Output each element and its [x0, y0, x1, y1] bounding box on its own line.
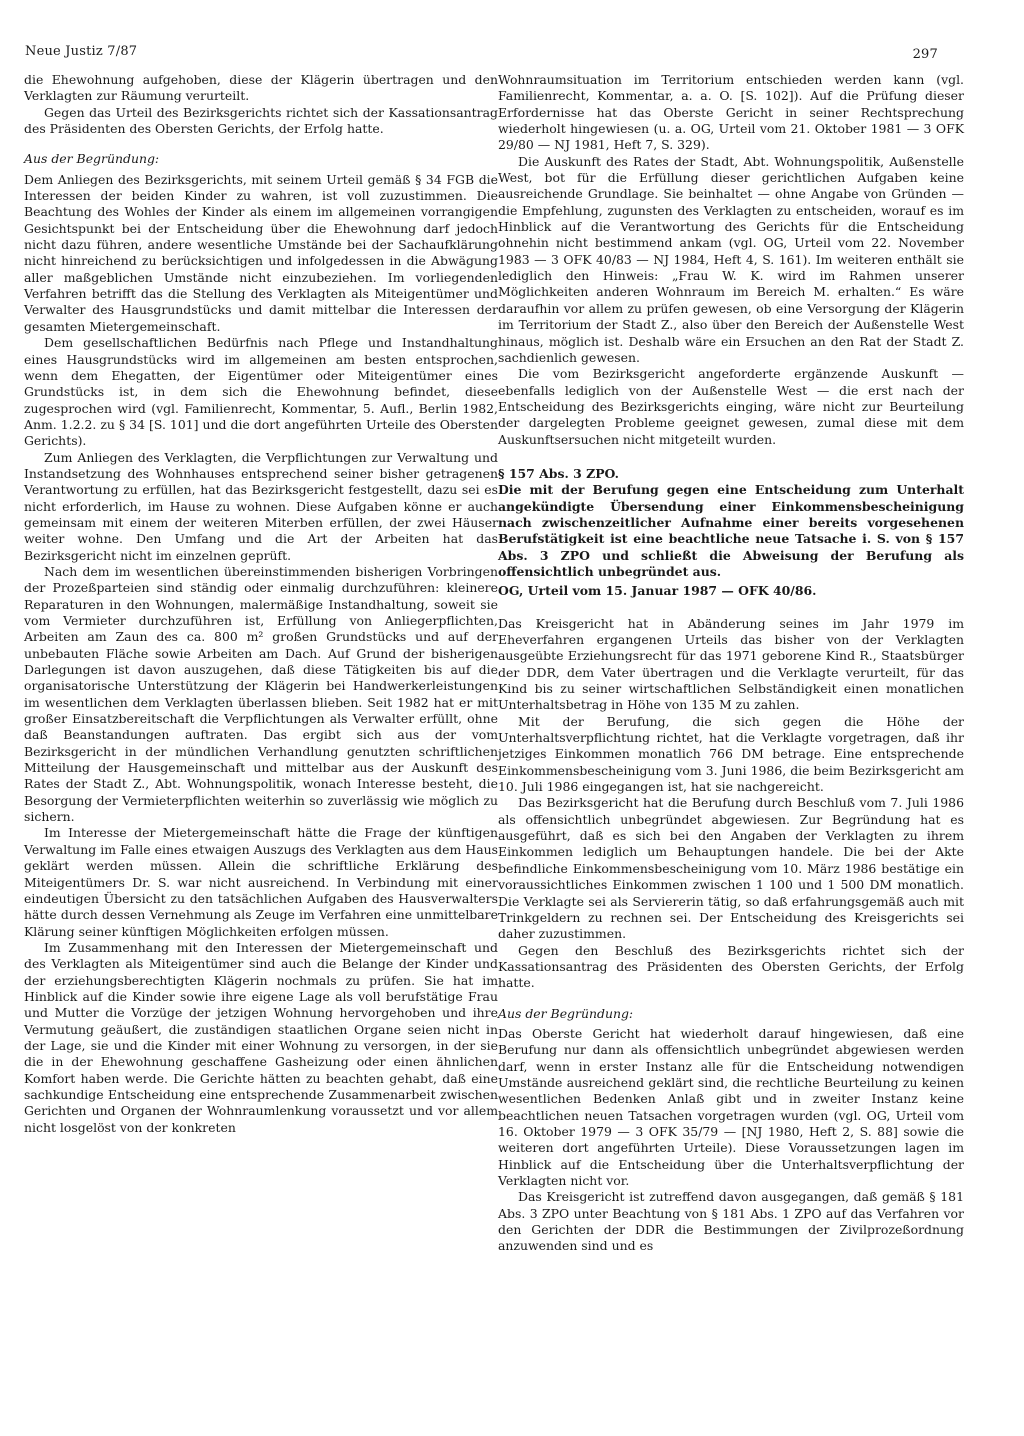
paragraph: Gegen den Beschluß des Bezirksgerichts richtet sich der Kassationsantrag des Präsidenten des Obersten Gerichts, der Erfolg hatte.	[498, 942, 964, 991]
journal-title: Neue Justiz 7/87	[25, 44, 138, 59]
left-column	[24, 72, 498, 1136]
paragraph: Im Interesse der Mietergemeinschaft hätte die Frage der künftigen Verwaltung im Falle eines etwaigen Auszugs des Verklagten aus dem Haus geklärt werden müssen. Allein die schriftliche Erklärung des Miteigentümers Dr. S. war nicht ausreichend. In Verbindung mit einer eindeutigen Übersicht zu den tatsächlichen Aufgaben des Hausverwalters hätte durch dessen Vernehmung als Zeuge im Verfahren eine unmittelbare Klärung seiner künftigen Möglichkeiten erfolgen müssen.	[24, 825, 498, 939]
paragraph: Mit der Berufung, die sich gegen die Höhe der Unterhaltsverpflichtung richtet, hat die Verklagte vorgetragen, daß ihr jetziges Einkommen monatlich 766 DM betrage. Eine entsprechende Einkommensbescheinigung vom 3. Juni 1986, die beim Bezirksgericht am 10. Juli 1986 eingegangen ist, hat sie nachgereicht.	[498, 713, 964, 795]
paragraph: Im Zusammenhang mit den Interessen der Mietergemeinschaft und des Verklagten als Miteigentümer sind auch die Belange der Kinder und der erziehungsberechtigten Klägerin nochmals zu prüfen. Sie hat im Hinblick auf die Kinder sowie ihre eigene Lage als voll berufstätige Frau und Mutter die Vorzüge der jetzigen Wohnung hervorgehoben und ihre Vermutung geäußert, die zuständigen staatlichen Organe seien nicht in der Lage, sie und die Kinder mit einer Wohnung zu versorgen, in der sie die in der Ehewohnung geschaffene Gasheizung oder einen ähnlichen Komfort haben werde. Die Gerichte hätten zu beachten gehabt, daß eine sachkundige Entscheidung eine entsprechende Zusammenarbeit zwischen Gerichten und Organen der Wohnraumlenkung voraussetzt und vor allem nicht losgelöst von der konkreten	[24, 939, 498, 1135]
paragraph: Die vom Bezirksgericht angeforderte ergänzende Auskunft — ebenfalls lediglich von der Außenstelle West — die erst nach der Entscheidung des Bezirksgerichts einging, wäre nicht zur Beurteilung der dargelegten Probleme geeignet gewesen, zumal diese mit dem Auskunftsersuchen nicht mitgeteilt wurden.	[498, 366, 964, 447]
paragraph: Das Kreisgericht hat in Abänderung seines im Jahr 1979 im Eheverfahren ergangenen Urteils das bisher von der Verklagten ausgeübte Erziehungsrecht für das 1971 geborene Kind R., Staatsbürger der DDR, dem Vater übertragen und die Verklagte verurteilt, für das Kind bis zu seiner wirtschaftlichen Selbständigkeit einen monatlichen Unterhaltsbetrag in Höhe von 135 M zu zahlen.	[498, 615, 964, 713]
headnote: Die mit der Berufung gegen eine Entscheidung zum Unterhalt angekündigte Übersendung einer Einkommensbescheinigung nach zwischenzeitlicher Aufnahme einer bereits vorgesehenen Berufstätigkeit ist eine beachtliche neue Tatsache i. S. von § 157 Abs. 3 ZPO und schließt die Abweisung der Berufung als offensichtlich unbegründet aus.	[498, 482, 964, 579]
paragraph: Die Auskunft des Rates der Stadt, Abt. Wohnungspolitik, Außenstelle West, bot für die Erfüllung dieser gerichtlichen Aufgaben keine ausreichende Grundlage. Sie beinhaltet — ohne Angabe von Gründen — die Empfehlung, zugunsten des Verklagten zu entscheiden, worauf es im Hinblick auf die Verantwortung des Gerichts für die Entscheidung ohnehin nicht bestimmend ankam (vgl. OG, Urteil vom 22. November 1983 — 3 OFK 40/83 — NJ 1984, Heft 4, S. 161). Im weiteren enthält sie lediglich den Hinweis: „Frau W. K. wird im Rahmen unserer Möglichkeiten anderen Wohnraum im Bereich M. erhalten.“ Es wäre daraufhin vor allem zu prüfen gewesen, ob eine Versorgung der Klägerin im Territorium der Stadt Z., also über den Bereich der Außenstelle West hinaus, möglich ist. Deshalb wäre ein Ersuchen an den Rat der Stadt Z. sachdienlich gewesen.	[498, 153, 964, 365]
right-column	[498, 72, 964, 1255]
spacer	[498, 448, 964, 458]
paragraph: Dem Anliegen des Bezirksgerichts, mit seinem Urteil gemäß § 34 FGB die Interessen der beiden Kinder zu wahren, ist voll zuzustimmen. Die Beachtung des Wohles der Kinder als einem im allgemeinen vorrangigen Gesichtspunkt bei der Entscheidung über die Ehewohnung darf jedoch nicht dazu führen, andere wesentliche Umstände bei der Sachaufklärung nicht hinreichend zu berücksichtigen und infolgedessen in die Abwägung aller maßgeblichen Umstände nicht einzubeziehen. Im vorliegenden Verfahren betrifft das die Stellung des Verklagten als Miteigentümer und Verwalter des Hausgrundstücks und damit mittelbar die Interessen der gesamten Mietergemeinschaft.	[24, 171, 498, 334]
paragraph: Gegen das Urteil des Bezirksgerichts richtet sich der Kassationsantrag des Präsidenten des Obersten Gerichts, der Erfolg hatte.	[24, 104, 498, 137]
paragraph: Zum Anliegen des Verklagten, die Verpflichtungen zur Verwaltung und Instandsetzung des Wohnhauses entsprechend seiner bisher getragenen Verantwortung zu erfüllen, hat das Bezirksgericht festgestellt, dazu sei es nicht erforderlich, im Hause zu wohnen. Diese Aufgaben könne er auch gemeinsam mit einem der weiteren Miterben erfüllen, der zwei Häuser weiter wohne. Den Umfang und die Art der Arbeiten hat das Bezirksgericht nicht im einzelnen geprüft.	[24, 449, 498, 563]
paragraph: Das Oberste Gericht hat wiederholt darauf hingewiesen, daß eine Berufung nur dann als offensichtlich unbegründet abgewiesen werden darf, wenn in erster Instanz alle für die Entscheidung notwendigen Umstände ausreichend geklärt sind, die rechtliche Beurteilung zu keinen wesentlichen Bedenken Anlaß gibt und in zweiter Instanz keine beachtlichen neuen Tatsachen vorgetragen wurden (vgl. OG, Urteil vom 16. Oktober 1979 — 3 OFK 35/79 — [NJ 1980, Heft 2, S. 88] sowie die weiteren dort angeführten Urteile). Diese Voraussetzungen lagen im Hinblick auf die Entscheidung über die Unterhaltsverpflichtung der Verklagten nicht vor.	[498, 1025, 964, 1188]
paragraph: Dem gesellschaftlichen Bedürfnis nach Pflege und Instandhaltung eines Hausgrundstücks wird im allgemeinen am besten entsprochen, wenn dem Ehegatten, der Eigentümer oder Miteigentümer eines Grundstücks ist, in dem sich die Ehewohnung befindet, diese zugesprochen wird (vgl. Familienrecht, Kommentar, 5. Aufl., Berlin 1982, Anm. 1.2.2. zu § 34 [S. 101] und die dort angeführten Urteile des Obersten Gerichts).	[24, 335, 498, 449]
section-heading: Aus der Begründung:	[498, 1005, 634, 1021]
law-reference: § 157 Abs. 3 ZPO.	[498, 465, 619, 481]
page-header	[25, 44, 938, 64]
paragraph: Wohnraumsituation im Territorium entschieden werden kann (vgl. Familienrecht, Kommentar, a. a. O. [S. 102]). Auf die Prüfung dieser Erfordernisse hat das Oberste Gericht in seiner Rechtsprechung wiederholt hingewiesen (u. a. OG, Urteil vom 21. Oktober 1981 — 3 OFK 29/80 — NJ 1981, Heft 7, S. 329).	[498, 72, 964, 153]
page-number: 297	[912, 47, 938, 62]
paragraph: Das Bezirksgericht hat die Berufung durch Beschluß vom 7. Juli 1986 als offensichtlich unbegründet abgewiesen. Zur Begründung hat es ausgeführt, daß es sich bei den Angaben der Verklagten zu ihrem Einkommen lediglich um Behauptungen handele. Die bei der Akte befindliche Einkommensbescheinigung vom 10. März 1986 bestätige ein voraussichtliches Einkommen zwischen 1 100 und 1 500 DM monatlich. Die Verklagte sei als Serviererin tätig, so daß erfahrungsgemäß auch mit Trinkgeldern zu rechnen sei. Der Entscheidung des Kreisgerichts sei daher zuzustimmen.	[498, 795, 964, 942]
section-heading: Aus der Begründung:	[24, 151, 160, 167]
paragraph: Das Kreisgericht ist zutreffend davon ausgegangen, daß gemäß § 181 Abs. 3 ZPO unter Beachtung von § 181 Abs. 1 ZPO auf das Verfahren vor den Gerichten der DDR die Bestimmungen der Zivilprozeßordnung anzuwenden sind und es	[498, 1189, 964, 1254]
paragraph: Nach dem im wesentlichen übereinstimmenden bisherigen Vorbringen der Prozeßparteien sind ständig oder einmalig durchzuführen: kleinere Reparaturen in den Wohnungen, malermäßige Instandhaltung, soweit sie vom Vermieter durchzuführen ist, Erfüllung von Anliegerpflichten, Arbeiten am Zaun des ca. 800 m² großen Grundstücks und auf der unbebauten Fläche sowie Arbeiten am Dach. Auf Grund der bisherigen Darlegungen ist davon auszugehen, daß diese Tätigkeiten bis auf die organisatorische Unterstützung der Klägerin bei Handwerkerleistungen im wesentlichen dem Verklagten überlassen blieben. Seit 1982 hat er mit großer Einsatzbereitschaft die Verpflichtungen als Verwalter erfüllt, ohne daß Beanstandungen auftraten. Das ergibt sich aus der vom Bezirksgericht in der mündlichen Verhandlung genutzten schriftlichen Mitteilung der Hausgemeinschaft und mittelbar aus der Auskunft des Rates der Stadt Z., Abt. Wohnungspolitik, wonach Interesse besteht, die Besorgung der Vermieterpflichten weiterhin so zuverlässig wie möglich zu sichern.	[24, 563, 498, 825]
paragraph: die Ehewohnung aufgehoben, diese der Klägerin übertragen und den Verklagten zur Räumung verurteilt.	[24, 72, 498, 104]
decision-citation: OG, Urteil vom 15. Januar 1987 — OFK 40/86.	[498, 583, 817, 599]
